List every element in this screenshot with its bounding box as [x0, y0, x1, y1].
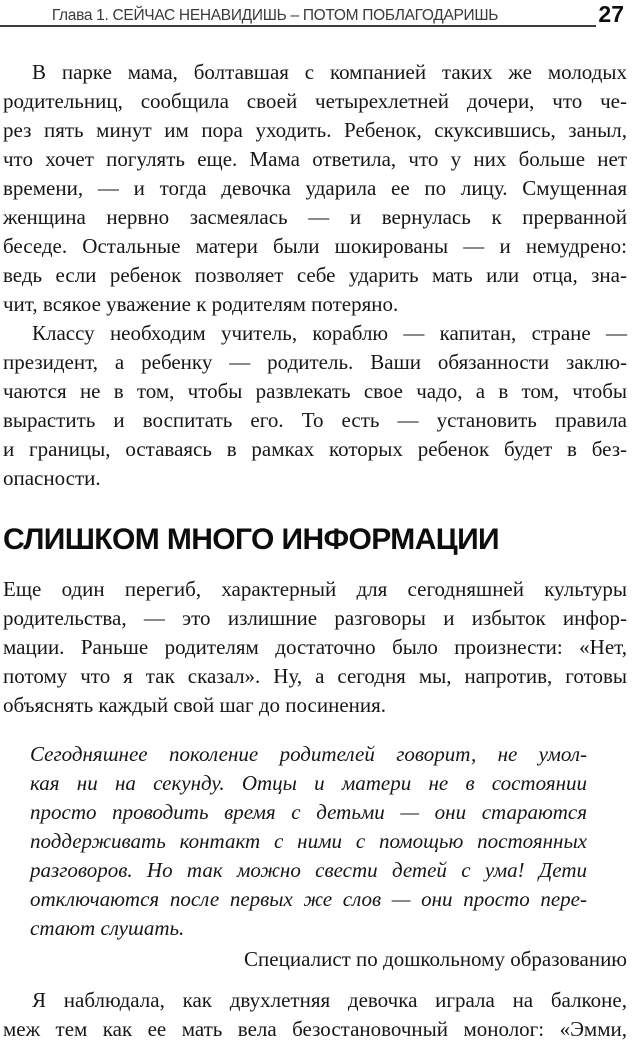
text-line: Сегодняшнее поколение родителей говорит, не умол- — [30, 742, 587, 766]
text-line: чит, всякое уважение к родителям потеряно. — [3, 292, 399, 316]
paragraph-class-needs-teacher — [3, 319, 627, 493]
text-line: просто проводить время с детьми — они стараются — [30, 800, 587, 824]
text-line: поддерживать контакт с ними с помощью постоянных — [30, 829, 587, 853]
text-line: стают слушать. — [30, 916, 185, 940]
text-line: рез пять минут им пора уходить. Ребенок, скуксившись, заныл, — [3, 118, 627, 142]
text-line: объяснять каждый свой шаг до посинения. — [3, 693, 387, 717]
chapter-title: Глава 1. СЕЙЧАС НЕНАВИДИШЬ – ПОТОМ ПОБЛАГОДАРИШЬ — [51, 7, 499, 24]
text-line: В парке мама, болтавшая с компанией таких же молодых — [32, 60, 627, 84]
text-line: вырастить и воспитать его. То есть — установить правила — [3, 408, 627, 432]
text-line: родительниц, сообщила своей четырехлетней дочери, что че- — [3, 89, 627, 113]
text-line: отключаются после первых же слов — они просто пере- — [30, 887, 587, 911]
text-line: Я наблюдала, как двухлетняя девочка играла на балконе, — [32, 988, 627, 1012]
text-line: кая ни на секунду. Отцы и матери не в состоянии — [30, 771, 587, 795]
text-line: родительства, — это излишние разговоры и избыток инфор- — [3, 606, 627, 630]
text-line: Классу необходим учитель, кораблю — капитан, стране — — [32, 321, 627, 345]
text-line: мации. Раньше родителям достаточно было произнести: «Нет, — [3, 635, 627, 659]
text-line: опасности. — [3, 466, 101, 490]
text-line: разговоров. Но так можно свести детей с ума! Дети — [30, 858, 587, 882]
section-heading: СЛИШКОМ МНОГО ИНФОРМАЦИИ — [3, 523, 499, 556]
text-line: президент, а ребенку — родитель. Ваши обязанности заклю- — [3, 350, 627, 374]
text-line: и границы, оставаясь в рамках которых ребенок будет в без- — [3, 437, 627, 461]
header-rule — [0, 25, 596, 27]
text-line: что хочет погулять еще. Мама ответила, что у них больше нет — [3, 147, 627, 171]
page-body — [3, 58, 627, 1044]
text-line: чаются не в том, чтобы развлекать свое чадо, а в том, чтобы — [3, 379, 627, 403]
text-line: ведь если ребенок позволяет себе ударить мать или отца, зна- — [3, 263, 627, 287]
page-number: 27 — [598, 1, 624, 27]
paragraph-park-story — [3, 58, 627, 319]
text-line: потому что я так сказал». Ну, а сегодня мы, напротив, готовы — [3, 664, 627, 688]
paragraph-too-much-information — [3, 575, 627, 720]
text-line: женщина нервно засмеялась — и вернулась к прерванной — [3, 205, 627, 229]
expert-quote — [30, 740, 587, 943]
paragraph-balcony-story — [3, 986, 627, 1044]
text-line: Еще один перегиб, характерный для сегодняшней культуры — [3, 577, 627, 601]
text-line: меж тем как ее мать вела безостановочный монолог: «Эмми, — [3, 1017, 627, 1041]
quote-attribution: Специалист по дошкольному образованию — [244, 947, 627, 971]
text-line: времени, — и тогда девочка ударила ее по лицу. Смущенная — [3, 176, 627, 200]
text-line: беседе. Остальные матери были шокированы — и немудрено: — [3, 234, 627, 258]
page-header — [3, 0, 627, 27]
